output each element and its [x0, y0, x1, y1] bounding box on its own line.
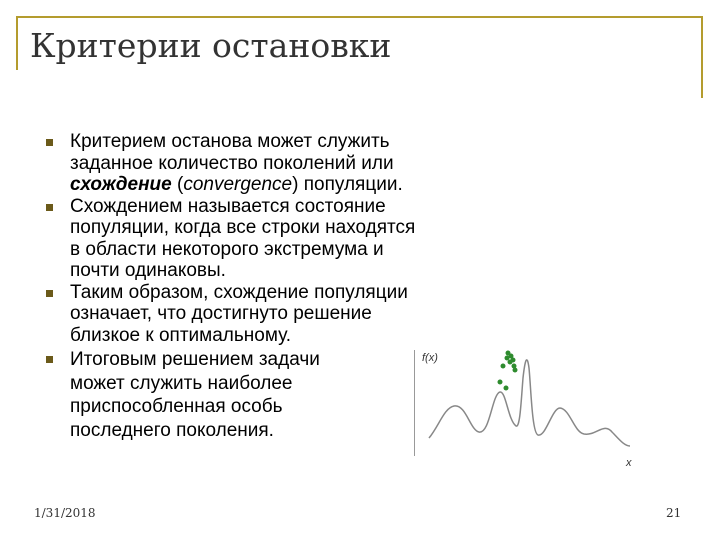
population-point: [501, 364, 506, 369]
y-axis-label: f(x): [422, 352, 438, 364]
convergence-graph: [414, 348, 644, 470]
bullet-line: Таким образом, схождение популяции: [70, 281, 408, 303]
bullet-item-3: [46, 282, 486, 347]
bullet-line: заданное количество поколений или: [70, 152, 394, 174]
frame-left-line: [16, 16, 18, 70]
bullet-line: приспособленная особь: [70, 396, 283, 417]
page-number: 21: [666, 506, 682, 520]
bullet-square-icon: [46, 204, 53, 211]
population-point: [513, 368, 518, 373]
slide-title: Критерии остановки: [30, 26, 392, 65]
bullet-line: Схождением называется состояние: [70, 195, 386, 217]
frame-right-line: [701, 16, 703, 98]
population-points: [498, 351, 518, 391]
bullet-square-icon: [46, 290, 53, 297]
fitness-curve: [429, 360, 630, 446]
bullet-item-1: [46, 131, 486, 196]
x-axis-label: x: [626, 457, 632, 469]
bullet-line: близкое к оптимальному.: [70, 324, 291, 346]
text-fragment: (: [171, 174, 184, 195]
bullet-line: почти одинаковы.: [70, 260, 226, 281]
term-convergence-ru: схождение: [70, 174, 172, 195]
population-point: [508, 360, 513, 365]
population-point: [504, 386, 509, 391]
text-fragment: ) популяции.: [292, 174, 403, 195]
bullet-square-icon: [46, 139, 53, 146]
bullet-line: в области некоторого экстремума и: [70, 238, 384, 260]
bullet-line: последнего поколения.: [70, 419, 274, 441]
bullet-item-2: [46, 196, 486, 282]
term-convergence-en: convergence: [183, 174, 293, 195]
footer-date: 1/31/2018: [34, 506, 96, 520]
bullet-line: [70, 174, 486, 196]
bullet-square-icon: [46, 356, 53, 363]
bullet-line: может служить наиболее: [70, 372, 293, 394]
bullet-line: Итоговым решением задачи: [70, 349, 320, 370]
bullet-line: Критерием останова может служить: [70, 131, 390, 152]
frame-top-line: [16, 16, 702, 18]
bullet-line: популяции, когда все строки находятся: [70, 217, 416, 238]
population-point: [498, 380, 503, 385]
bullet-line: означает, что достигнуто решение: [70, 303, 372, 324]
